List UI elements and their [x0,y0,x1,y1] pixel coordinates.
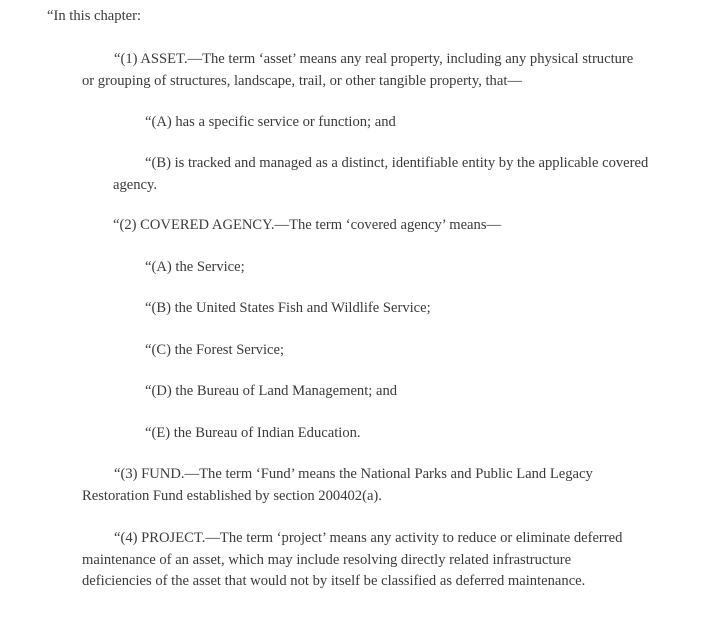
agency-clause-e: “(E) the Bureau of Indian Education. [145,425,361,441]
asset-clause-a: “(A) has a specific service or function; and [145,114,396,130]
agency-clause-a: “(A) the Service; [145,259,245,275]
chapter-intro: “In this chapter: [47,8,142,24]
asset-clause-b: “(B) is tracked and managed as a distinct, identifiable entity by the applicable covered agency. [113,155,649,193]
definition-covered-agency: “(2) COVERED AGENCY.—The term ‘covered agency’ means— [113,217,502,233]
agency-clause-d: “(D) the Bureau of Land Management; and [145,383,398,399]
definition-fund: “(3) FUND.—The term ‘Fund’ means the National Parks and Public Land Legacy Restoration Fund established by section 200402(a). [82,466,593,504]
agency-clause-c: “(C) the Forest Service; [145,342,285,358]
agency-clause-b: “(B) the United States Fish and Wildlife Service; [145,300,431,316]
definition-project: “(4) PROJECT.—The term ‘project’ means any activity to reduce or eliminate deferred maintenance of an asset, which may include resolving directly related infrastructure deficiencies of the asset that would not by itself be classified as deferred maintenance. [82,530,623,589]
definition-asset: “(1) ASSET.—The term ‘asset’ means any real property, including any physical structure or grouping of structures, landscape, trail, or other tangible property, that— [82,51,634,89]
